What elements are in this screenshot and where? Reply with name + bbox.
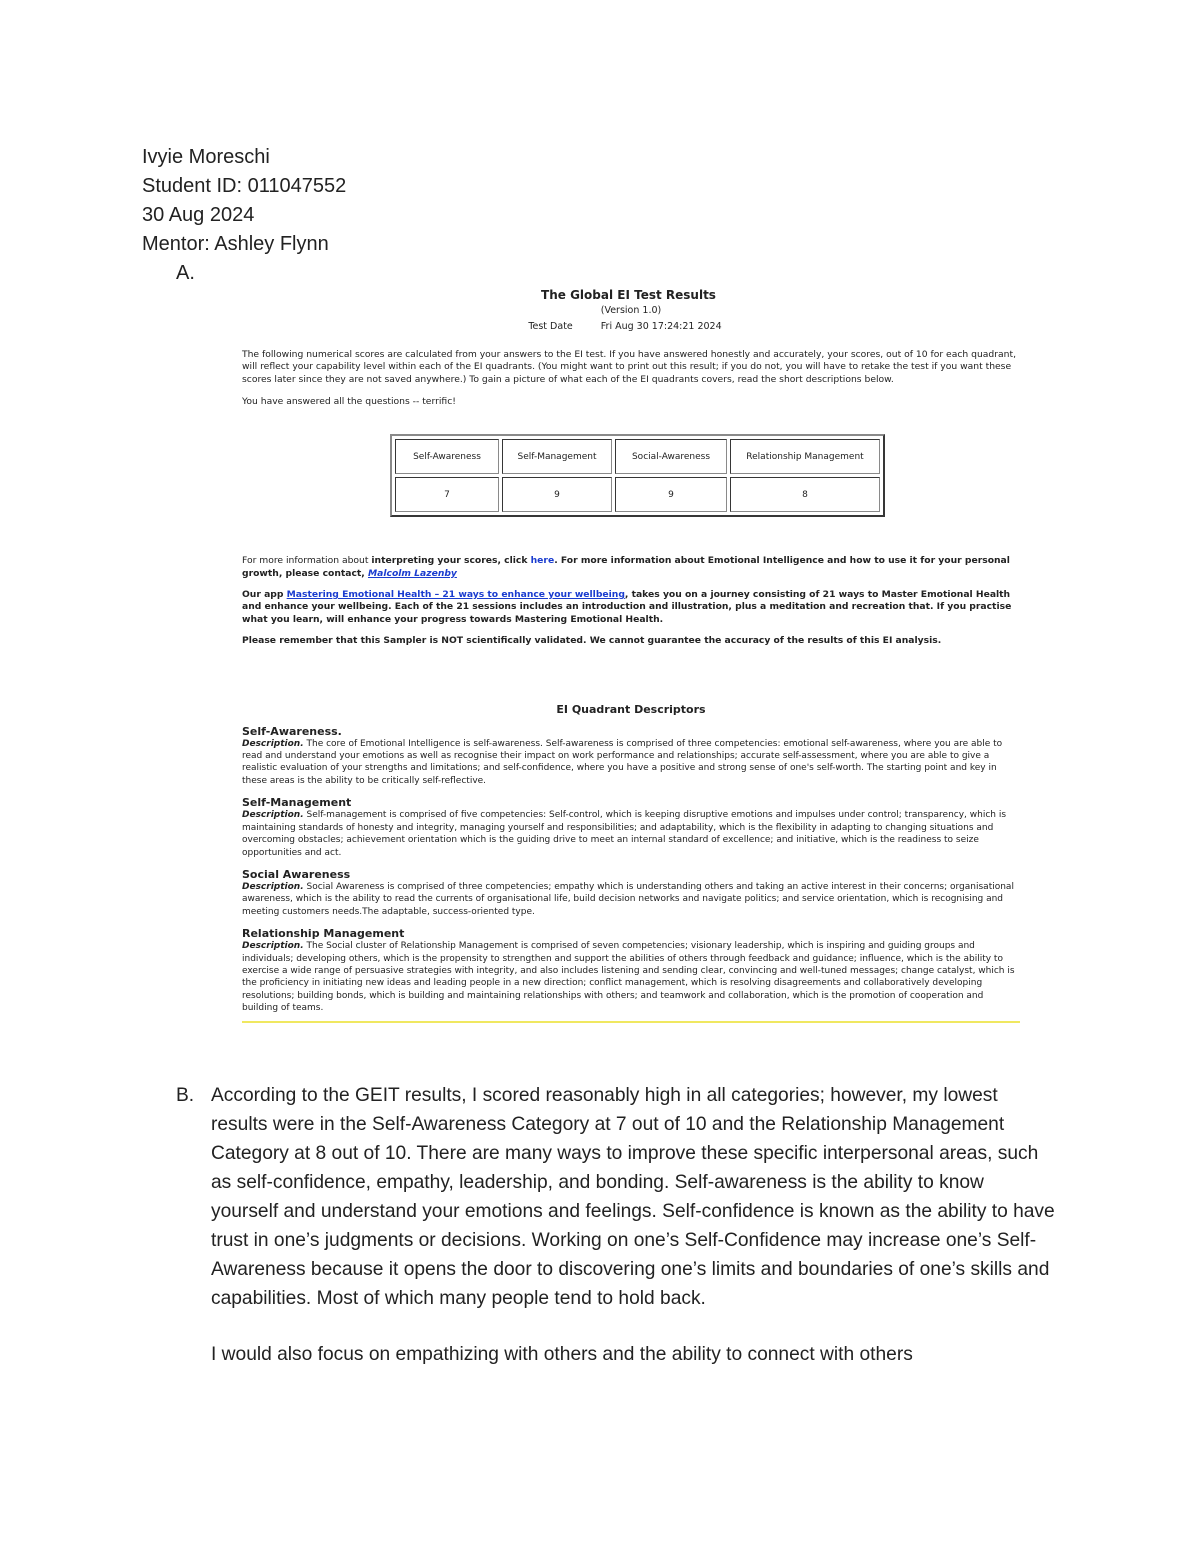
section-b-item [176,1081,1056,1313]
quadrant-description-text: Self-management is comprised of five competencies: Self-control, which is keeping disruptive emotions and impulses under control; transparency, which is maintaining standards of honesty and integrity, managing yourself and responsibilities; and adaptability, which is the flexibility in adapting to changing situations and overcoming obstacles; achievement orientation which is the guiding drive to meet an internal standard of excellence; and initiative, which is the readiness to seize opportunities and act. [242,810,1007,858]
submission-date: 30 Aug 2024 [142,204,255,226]
disclaimer: Please remember that this Sampler is NOT scientifically validated. We cannot guarantee the accuracy of the results of this EI analysis. [242,635,942,647]
student-name: Ivyie Moreschi [142,146,270,168]
quadrant-description [242,940,1020,1014]
info-text-bold-2: . For more information about Emotional Intelligence and how to use it for your personal growth, please contact, [242,555,1010,579]
section-b [176,1081,1056,1369]
quadrant-description [242,809,1020,859]
intro-text: The following numerical scores are calculated from your answers to the EI test. If you have answered honestly and accurately, your scores, out of 10 for each quadrant, will reflect your capability level within each of the EI quadrants. (You might want to print out this result; if you do not, you will have to retake the test if you want these scores later since they are not saved anywhere.) To gain a picture of what each of the EI quadrants covers, read the short descriptions below. [242,349,1017,385]
test-date-value: Fri Aug 30 17:24:21 2024 [600,321,722,332]
app-text-2: , takes you on a journey consisting of 21 ways to Master Emotional Health and enhance your wellbeing. Each of the 21 sessions includes an introduction and illustration, plus a meditation and recreation that. If you practise what you learn, will enhance your progress towards Mastering Emotional Health. [242,589,1012,625]
quadrant-heading: Self-Awareness. [242,724,342,738]
info-text: For more information about [242,555,372,567]
quadrant-description-text: The core of Emotional Intelligence is self-awareness. Self-awareness is comprised of three competencies: emotional self-awareness, where you are able to read and understand your emotions as well as recognise their impact on work performance and relationships; accurate self-assessment, where you are able to give a realistic evaluation of your strengths and limitations; and self-confidence, where you have a positive and strong sense of one's self-worth. The starting point and key in these areas is the ability to be critically self-reflective. [242,738,1003,786]
more-info-paragraph [242,555,1020,580]
description-label: Description. [242,810,304,821]
app-link[interactable]: Mastering Emotional Health – 21 ways to enhance your wellbeing [286,589,625,601]
ei-test-results-screenshot [242,288,1020,1023]
score-relationship-management: 8 [730,477,880,512]
quadrant-heading: Social Awareness [242,867,351,881]
mentor-name: Mentor: Ashley Flynn [142,233,329,255]
score-header-self-awareness: Self-Awareness [395,439,499,474]
app-text: Our app [242,589,287,601]
quadrant-self-management [242,796,1020,859]
student-header [142,143,346,288]
test-date [230,321,1020,332]
score-self-awareness: 7 [395,477,499,512]
quadrant-description [242,738,1020,788]
section-a-label: A. [176,262,195,284]
score-self-management: 9 [502,477,612,512]
info-text-bold: interpreting your scores, click [371,555,531,567]
quadrant-social-awareness [242,868,1020,918]
student-id: Student ID: 011047552 [142,175,347,197]
app-paragraph [242,589,1020,626]
description-label: Description. [242,881,304,892]
quadrant-heading: Self-Management [242,796,352,810]
scores-value-row [395,477,880,512]
score-header-social-awareness: Social-Awareness [615,439,727,474]
report-title: The Global EI Test Results [541,288,716,302]
quadrant-relationship-management [242,927,1020,1014]
quadrant-description-text: Social Awareness is comprised of three competencies; empathy which is understanding others and taking an active interest in their concerns; organisational awareness, which is the ability to read the currents of organisational life, build decision networks and navigate politics; and service orientation, which is recognising and meeting customers needs.The adaptable, success-oriented type. [242,881,1014,917]
contact-link[interactable]: Malcolm Lazenby [368,567,457,579]
section-b-paragraph-2: I would also focus on empathizing with others and the ability to connect with others [211,1344,913,1365]
descriptors-title: EI Quadrant Descriptors [556,702,706,716]
section-b-paragraph-1: According to the GEIT results, I scored reasonably high in all categories; however, my lowest results were in the Self-Awareness Category at 7 out of 10 and the Relationship Management Category at 8 out of 10. There are many ways to improve these specific interpersonal areas, such as self-confidence, empathy, leadership, and bonding. Self-awareness is the ability to know yourself and understand your emotions and feelings. Self-confidence is known as the ability to have trust in one’s judgments or decisions. Working on one’s Self-Confidence may increase one’s Self-Awareness because it opens the door to discovering one’s limits and boundaries of one’s skills and capabilities. Most of which many people tend to hold back. [211,1085,1055,1309]
section-b-marker: B. [176,1085,195,1106]
score-header-relationship-management: Relationship Management [730,439,880,474]
score-header-self-management: Self-Management [502,439,612,474]
yellow-divider [242,1021,1020,1023]
report-version: (Version 1.0) [600,305,662,316]
answered-message: You have answered all the questions -- terrific! [242,396,456,408]
quadrant-description-text: The Social cluster of Relationship Management is comprised of seven competencies; visionary leadership, which is inspiring and guiding groups and individuals; developing others, which is the propensity to strengthen and support the abilities of others through feedback and guidance; influence, which is the ability to exercise a wide range of persuasive strategies with integrity, and also includes listening and sending clear, convincing and well-tuned messages; change catalyst, which is the proficiency in initiating new ideas and leading people in a new direction; conflict management, which is resolving disagreements and collaboratively developing resolutions; building bonds, which is building and maintaining relationships with others; and teamwork and collaboration, which is the promotion of cooperation and building of teams. [242,941,1015,1014]
quadrant-self-awareness [242,725,1020,788]
scores-header-row [395,439,880,474]
score-social-awareness: 9 [615,477,727,512]
quadrant-heading: Relationship Management [242,927,405,941]
here-link[interactable]: here [530,555,555,567]
test-date-label: Test Date [528,321,573,332]
description-label: Description. [242,738,304,749]
description-label: Description. [242,941,304,952]
quadrant-description [242,881,1020,918]
scores-table [390,434,885,517]
